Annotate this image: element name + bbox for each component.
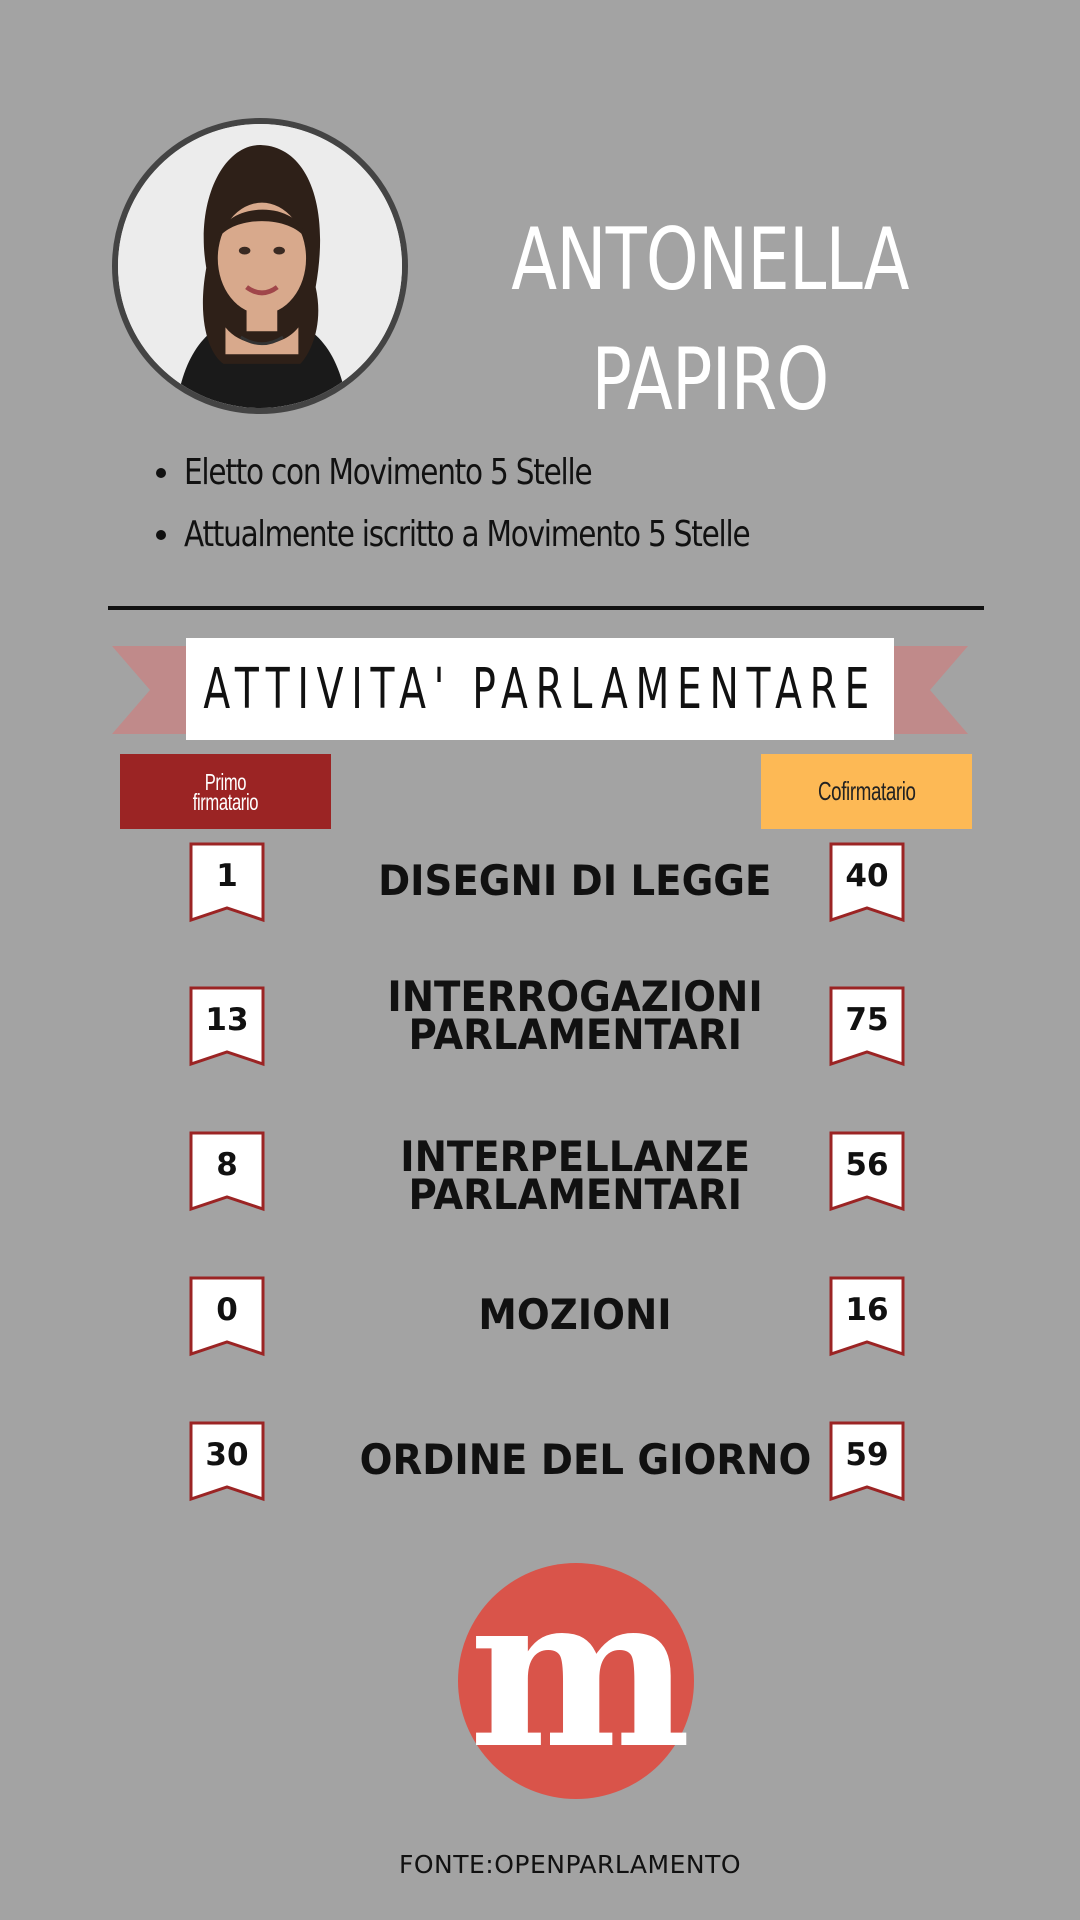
primo-count: 8 [216, 1147, 238, 1183]
affiliation-list [150, 446, 874, 570]
logo-letter: m [468, 1563, 684, 1795]
primo-count-badge [189, 1276, 265, 1358]
activity-label [340, 1132, 810, 1219]
openparlamento-logo [458, 1563, 694, 1799]
legend-cofirmatario [761, 754, 972, 829]
source-credit: FONTE:OPENPARLAMENTO [398, 1850, 742, 1879]
bullet-icon [156, 468, 166, 478]
affiliation-current: Attualmente iscritto a Movimento 5 Stelle [184, 514, 750, 555]
activity-label [340, 972, 810, 1059]
cofirmatario-count-badge [829, 986, 905, 1068]
cofirmatario-count: 40 [845, 858, 889, 894]
divider [108, 606, 984, 610]
activity-label-line1: INTERPELLANZE [400, 1132, 750, 1181]
activity-label-line2: PARLAMENTARI [408, 1170, 742, 1219]
activity-label-line1: INTERROGAZIONI [387, 972, 763, 1021]
section-banner [186, 638, 894, 740]
activity-label [340, 1435, 812, 1484]
cofirmatario-count-badge [829, 1276, 905, 1358]
cofirmatario-count-badge [829, 1421, 905, 1503]
logo-m-icon [458, 1563, 694, 1799]
primo-count: 13 [205, 1002, 249, 1038]
legend-cofirmatario-label: Cofirmatario [817, 776, 916, 806]
activity-label [340, 1290, 810, 1339]
primo-count: 1 [216, 858, 238, 894]
section-title: ATTIVITA' PARLAMENTARE [203, 656, 877, 722]
primo-count-badge [189, 1131, 265, 1213]
profile-photo [112, 118, 408, 414]
bullet-icon [156, 530, 166, 540]
cofirmatario-count: 16 [845, 1292, 889, 1328]
list-item [150, 508, 874, 570]
primo-count: 30 [205, 1437, 249, 1473]
cofirmatario-count: 75 [845, 1002, 889, 1038]
legend-primo-line1: Primo [204, 768, 247, 795]
activity-label-line1: MOZIONI [478, 1290, 672, 1339]
legend-primo-firmatario [120, 754, 331, 829]
legend-primo-line2: firmatario [192, 788, 259, 815]
activity-label-line1: ORDINE DEL GIORNO [359, 1435, 812, 1484]
cofirmatario-count-badge [829, 842, 905, 924]
cofirmatario-count: 59 [845, 1437, 889, 1473]
list-item [150, 446, 874, 508]
politician-name: ANTONELLA PAPIRO [511, 210, 909, 430]
cofirmatario-count-badge [829, 1131, 905, 1213]
primo-count-badge [189, 986, 265, 1068]
affiliation-elected: Eletto con Movimento 5 Stelle [184, 452, 592, 493]
cofirmatario-count: 56 [845, 1147, 889, 1183]
primo-count-badge [189, 842, 265, 924]
person-portrait-icon [118, 124, 402, 408]
activity-label [340, 856, 810, 905]
activity-label-line2: PARLAMENTARI [408, 1010, 742, 1059]
activity-label-line1: DISEGNI DI LEGGE [378, 856, 772, 905]
primo-count: 0 [216, 1292, 238, 1328]
primo-count-badge [189, 1421, 265, 1503]
